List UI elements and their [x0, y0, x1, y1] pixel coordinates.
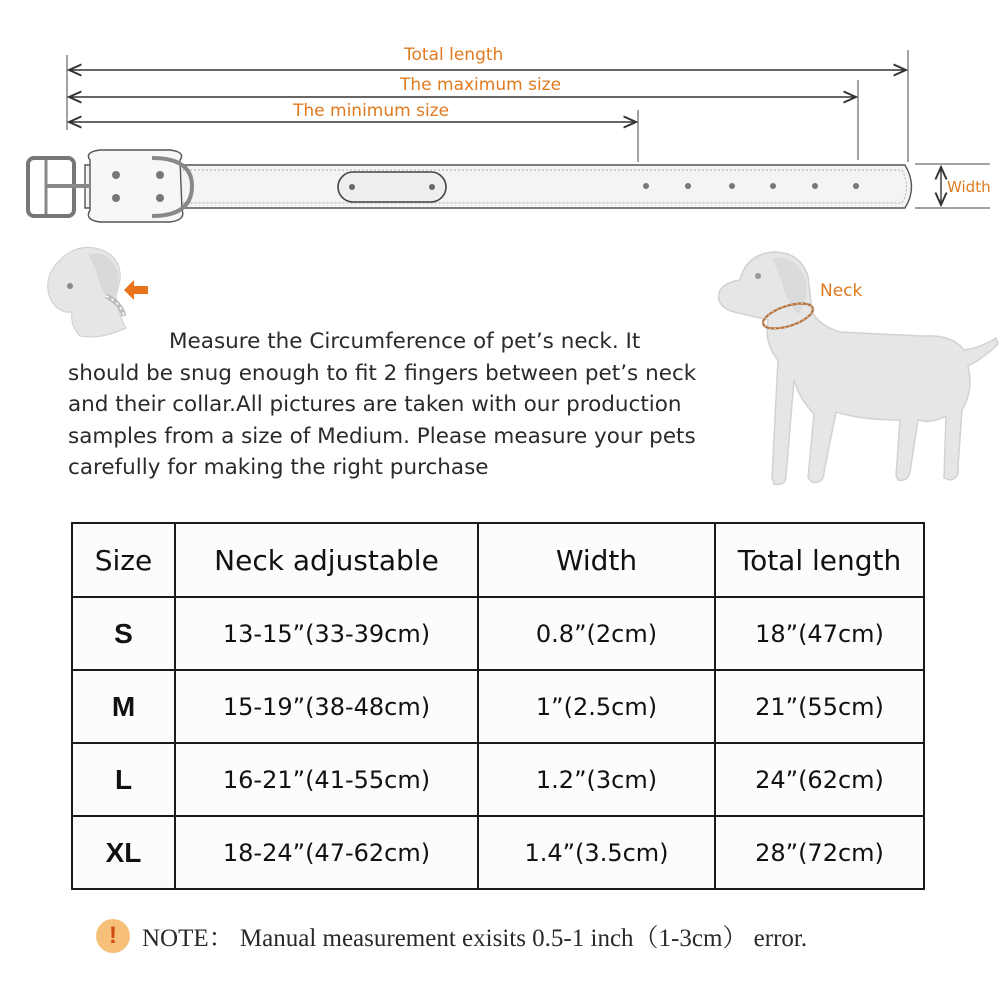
size-cell: XL: [72, 816, 175, 889]
table-header-row: [72, 523, 924, 597]
adjust-hole: [685, 183, 691, 189]
instruction-line: and their collar.All pictures are taken with our production: [68, 392, 682, 417]
min-size-label: The minimum size: [293, 101, 450, 121]
size-cell: L: [72, 743, 175, 816]
width-cell: 1.4”(3.5cm): [478, 816, 715, 889]
adjust-hole: [770, 183, 776, 189]
table-row: [72, 743, 924, 816]
instruction-line: should be snug enough to fit 2 fingers between pet’s neck: [68, 360, 697, 386]
neck-label: Neck: [820, 281, 863, 301]
length-cell: 28”(72cm): [715, 816, 924, 889]
max-size-label: The maximum size: [400, 75, 562, 95]
width-label: Width: [947, 178, 991, 196]
orange-arrow-icon: [124, 280, 148, 300]
instruction-line: samples from a size of Medium. Please measure your pets: [68, 423, 696, 449]
width-cell: 0.8”(2cm): [478, 597, 715, 670]
neck-cell: 18-24”(47-62cm): [175, 816, 478, 889]
note-text: NOTE： Manual measurement exisits 0.5-1 inch（1-3cm） error.: [142, 925, 808, 952]
width-cell: 1.2”(3cm): [478, 743, 715, 816]
adjust-hole: [812, 183, 818, 189]
dog-neck-illustration: [712, 240, 1000, 490]
header-neck-adjustable: Neck adjustable: [175, 523, 478, 597]
adjust-hole: [729, 183, 735, 189]
instruction-line: carefully for making the right purchase: [68, 455, 489, 480]
rivet: [156, 194, 164, 202]
width-cell: 1”(2.5cm): [478, 670, 715, 743]
collar-diagram: [0, 0, 1000, 230]
collar-strap: [85, 165, 912, 208]
rivet: [112, 171, 120, 179]
header-total-length: Total length: [715, 523, 924, 597]
table-row: [72, 816, 924, 889]
length-cell: 24”(62cm): [715, 743, 924, 816]
size-cell: M: [72, 670, 175, 743]
neck-cell: 13-15”(33-39cm): [175, 597, 478, 670]
length-cell: 21”(55cm): [715, 670, 924, 743]
header-width: Width: [478, 523, 715, 597]
measurement-note: [96, 914, 807, 958]
instruction-line: Measure the Circumference of pet’s neck. It: [169, 329, 641, 354]
warning-icon: !: [96, 919, 130, 953]
neck-cell: 15-19”(38-48cm): [175, 670, 478, 743]
size-cell: S: [72, 597, 175, 670]
rivet: [156, 171, 164, 179]
table-row: [72, 597, 924, 670]
total-length-label: Total length: [404, 45, 504, 65]
adjust-hole: [643, 183, 649, 189]
adjust-hole: [853, 183, 859, 189]
length-cell: 18”(47cm): [715, 597, 924, 670]
table-row: [72, 670, 924, 743]
size-chart-table: [71, 522, 925, 890]
neck-cell: 16-21”(41-55cm): [175, 743, 478, 816]
header-size: Size: [72, 523, 175, 597]
measurement-instructions: [68, 326, 768, 484]
rivet: [112, 194, 120, 202]
